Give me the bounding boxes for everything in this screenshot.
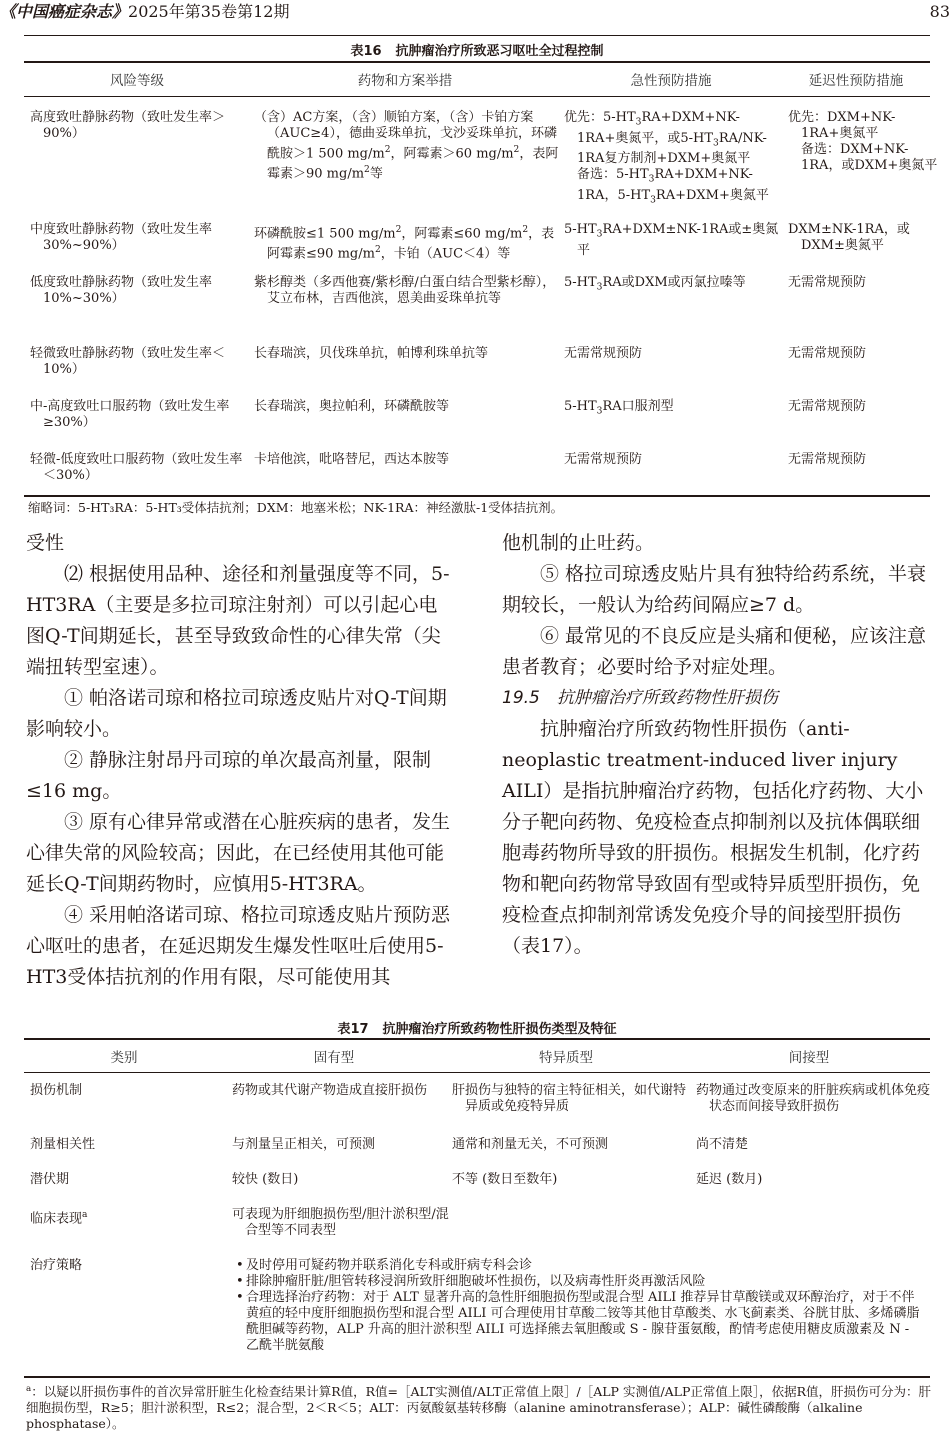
left-para-0: 受性 (26, 532, 65, 554)
table16-header-acute: 急性预防措施 (630, 73, 712, 89)
table16-row6-delayed: 无需常规预防 (788, 452, 867, 467)
right-para-1: ⑤ 格拉司琼透皮贴片具有独特给药系统，半衰期较长，一般认为给药间隔应≥7 d。 (502, 563, 927, 616)
journal-name: 《中国癌症杂志》 (0, 2, 129, 21)
table16-row3-acute: $5-HT_3RA$或DXM或丙氯拉嗪等 (564, 275, 746, 293)
footnote-marker: a (82, 1210, 88, 1220)
table17-header-rule (24, 1072, 930, 1073)
table16-row2-drugs: 环磷酰胺≤1 500 $mg/m^2$，阿霉素≤60 $mg/m^2$，表阿霉素≤90 $mg/m^2$，卡铂（AUC＜4）等 (254, 225, 555, 262)
table16-row6-drugs: 卡培他滨，吡咯替尼，西达本胺等 (254, 452, 450, 467)
treatment-item: • 及时停用可疑药物并联系消化专科或肝病专科会诊 (232, 1258, 926, 1274)
table17-row2-intrinsic: 与剂量呈正相关，可预测 (232, 1137, 376, 1152)
table16-row2-delayed: DXM±NK-1RA，或DXM±奥氮平 (788, 222, 910, 253)
body-right-column (502, 528, 932, 962)
table16-header-rule (24, 96, 930, 97)
left-para-1: ⑵ 根据使用品种、途径和剂量强度等不同，5-HT3RA（主要是多拉司琼注射剂）可以引起心电图Q-T间期延长，甚至导致致命性的心律失常（尖端扭转型室速）。 (26, 563, 450, 678)
table17-row1-intrinsic: 药物或其代谢产物造成直接肝损伤 (232, 1083, 428, 1098)
table16-footnote: 缩略词：5-HT₃RA：5-HT₃受体拮抗剂；DXM：地塞米松；NK-1RA：神经激肽-1受体拮抗剂。 (28, 500, 564, 515)
table17-footnote: $^a$：以疑以肝损伤事件的首次异常肝脏生化检查结果计算R值，R值=［ALT实测值/ALT正常值上限］/［ALP 实测值/ALP正常值上限］，依据R值，肝损伤可分为：肝细胞损伤型，R≥5；胆汁淤积型，R≤2；混合型，2＜R＜5；ALT：丙氨酸氨基转移酶（alanine aminotransferase）；ALP：碱性磷酸酶（alkaline phosphatase）。 (26, 1384, 932, 1432)
table17-row1-category: 损伤机制 (30, 1083, 83, 1098)
table16-row4-delayed: 无需常规预防 (788, 346, 867, 361)
page-number: 83 (929, 2, 950, 21)
left-para-2: ① 帕洛诺司琼和格拉司琼透皮贴片对Q-T间期影响较小。 (26, 687, 447, 740)
table16-top-rule (24, 61, 930, 63)
table17-title: 抗肿瘤治疗所致药物性肝损伤类型及特征 (382, 1022, 617, 1037)
table17-row3-intrinsic: 较快 (数日) (232, 1172, 299, 1187)
table17-row3-indirect: 延迟 (数月) (696, 1172, 763, 1187)
table17-row1-idiosyncratic: 肝损伤与独特的宿主特征相关，如代谢特异质或免疫特异质 (452, 1083, 687, 1114)
table16-row2-acute: $5-HT_3RA+DXM\pm NK-1RA$或±奥氮平 (564, 222, 779, 258)
table16-header-delayed: 延迟性预防措施 (808, 73, 904, 89)
table16-caption (24, 40, 930, 59)
body-left-column (26, 528, 456, 993)
section-heading-19-5: 19.5 抗肿瘤治疗所致药物性肝损伤 (502, 688, 778, 708)
table16-row3-drugs: 紫杉醇类（多西他赛/紫杉醇/白蛋白结合型紫杉醇），艾立布林，吉西他滨，恩美曲妥珠单抗等 (254, 275, 556, 306)
table16-row6-risk: 轻微-低度致吐口服药物（致吐发生率＜30%） (30, 452, 243, 483)
table17-row3-category: 潜伏期 (30, 1172, 70, 1187)
header-rule (24, 35, 930, 36)
left-para-5: ④ 采用帕洛诺司琼、格拉司琼透皮贴片预防恶心呕吐的患者，在延迟期发生爆发性呕吐后使用5-HT3受体拮抗剂的作用有限，尽可能使用其 (26, 904, 451, 988)
table17-row3-idiosyncratic: 不等 (数日至数年) (452, 1172, 558, 1187)
treatment-item: • 合理选择治疗药物：对于 ALT 显著升高的急性肝细胞损伤型或混合型 AILI 推荐异甘草酸镁或双环醇治疗，对于不伴黄疸的轻中度肝细胞损伤型和混合型 AILI 可合理使用甘草酸二铵等其他甘草酸类、水飞蓟素类、谷胱甘肽、多烯磷脂酰胆碱等药物，ALP 升高的胆汁淤积型 AILI 可选择熊去氧胆酸或 S - 腺苷蛋氨酸，酌情考虑使用糖皮质激素及 N - 乙酰半胱氨酸 (232, 1290, 926, 1354)
issue-info: 2025年第35卷第12期 (128, 2, 290, 21)
table16-row4-acute: 无需常规预防 (564, 346, 643, 361)
table17-treatment-label: 治疗策略 (30, 1258, 83, 1273)
table16-row1-delayed: 优先：DXM+NK-1RA+奥氮平 备选：DXM+NK-1RA，或DXM+奥氮平 (788, 110, 938, 173)
table16-title: 抗肿瘤治疗所致恶习呕吐全过程控制 (395, 44, 604, 59)
table17-top-rule (24, 1038, 930, 1040)
table17-treatment-list (232, 1258, 926, 1354)
table16-row1-risk: 高度致吐静脉药物（致吐发生率＞90%） (30, 110, 226, 141)
table17-header-idiosyncratic: 特异质型 (539, 1050, 593, 1066)
table16-header-drugs: 药物和方案举措 (357, 73, 453, 89)
table16-row1-acute: 优先：$5-HT_3RA+DXM+NK-1RA+$奥氮平，或$5-HT_3RA/NK-1RA$复方制剂+DXM+奥氮平 备选：$5-HT_3RA+DXM+NK-1RA$，$5-HT_3RA+DXM+$奥氮平 (564, 110, 769, 206)
table16-row1-drugs: （含）AC方案，（含）顺铂方案，（含）卡铂方案（AUC≥4），德曲妥珠单抗，戈沙妥珠单抗，环磷酰胺＞1 500 $mg/m^2$，阿霉素＞60 $mg/m^2$，表阿霉素＞90 $mg/m^2$等 (254, 110, 559, 182)
table16-bottom-rule (24, 495, 930, 497)
table17-row2-idiosyncratic: 通常和剂量无关，不可预测 (452, 1137, 609, 1152)
left-para-3: ② 静脉注射昂丹司琼的单次最高剂量，限制≤16 mg。 (26, 749, 432, 802)
treatment-item: • 排除肿瘤肝脏/胆管转移浸润所致肝细胞破坏性损伤，以及病毒性肝炎再激活风险 (232, 1274, 926, 1290)
page-header (0, 0, 950, 24)
left-para-4: ③ 原有心律异常或潜在心脏疾病的患者，发生心律失常的风险较高；因此，在已经使用其他可能延长Q-T间期药物时，应慎用5-HT3RA。 (26, 811, 451, 895)
table17-row1-indirect: 药物通过改变原来的肝脏疾病或机体免疫状态而间接导致肝损伤 (696, 1083, 931, 1114)
table16-row5-delayed: 无需常规预防 (788, 399, 867, 414)
table16-row3-risk: 低度致吐静脉药物（致吐发生率10%~30%） (30, 275, 213, 306)
table17-header-intrinsic: 固有型 (313, 1050, 355, 1066)
table16-row4-drugs: 长春瑞滨，贝伐珠单抗，帕博利珠单抗等 (254, 346, 489, 361)
table17-header-indirect: 间接型 (788, 1050, 830, 1066)
table16-row5-risk: 中-高度致吐口服药物（致吐发生率≥30%） (30, 399, 230, 430)
table17-row2-category: 剂量相关性 (30, 1137, 96, 1152)
table16-label: 表16 (350, 44, 382, 59)
table17-caption (24, 1018, 930, 1037)
table16-row5-drugs: 长春瑞滨，奥拉帕利，环磷酰胺等 (254, 399, 450, 414)
table17-bottom-rule (24, 1376, 930, 1378)
table16-row3-delayed: 无需常规预防 (788, 275, 867, 290)
right-para-0: 他机制的止吐药。 (502, 532, 655, 554)
table17-row4-category: 临床表现$^a$ (30, 1210, 88, 1227)
table17-row2-indirect: 尚不清楚 (696, 1137, 749, 1152)
right-para-2: ⑥ 最常见的不良反应是头痛和便秘，应该注意患者教育；必要时给予对症处理。 (502, 625, 927, 678)
table17-row4-intrinsic: 可表现为肝细胞损伤型/胆汁淤积型/混合型等不同表型 (232, 1207, 449, 1238)
table17-header-category: 类别 (110, 1050, 138, 1066)
table17-label: 表17 (337, 1022, 369, 1037)
right-para-4: 抗肿瘤治疗所致药物性肝损伤（anti-neoplastic treatment-induced liver injury AILI）是指抗肿瘤治疗药物，包括化疗药物、大小分子靶向药物、免疫检查点抑制剂以及抗体偶联细胞毒药物所导致的肝损伤。根据发生机制，化疗药物和靶向药物常导致固有型或特异质型肝损伤，免疫检查点抑制剂常诱发免疫介导的间接型肝损伤（表17）。 (502, 718, 924, 957)
table16-row5-acute: $5-HT_3RA$口服剂型 (564, 399, 674, 417)
table16-row4-risk: 轻微致吐静脉药物（致吐发生率＜10%） (30, 346, 226, 377)
table16-row6-acute: 无需常规预防 (564, 452, 643, 467)
table16-row2-risk: 中度致吐静脉药物（致吐发生率30%~90%） (30, 222, 213, 253)
table16-header-risk: 风险等级 (110, 73, 164, 89)
